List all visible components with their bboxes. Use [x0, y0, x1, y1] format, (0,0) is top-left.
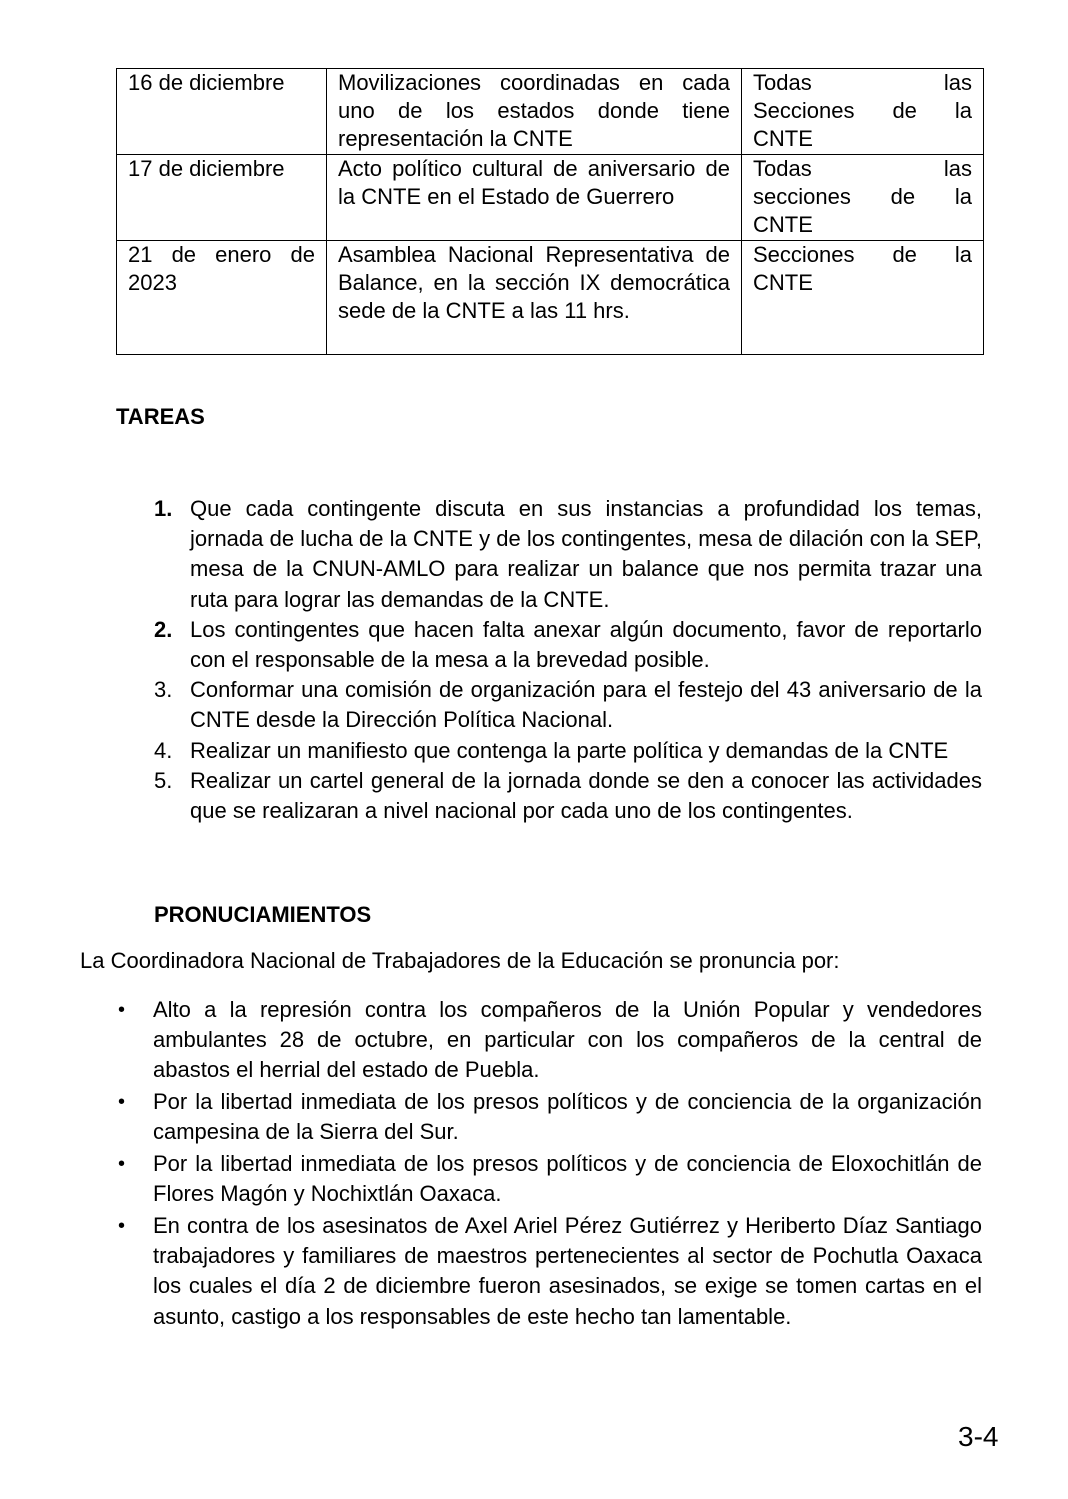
list-item-text: Realizar un manifiesto que contenga la parte política y demandas de la CNTE [190, 737, 949, 763]
participants-cell [742, 69, 984, 155]
tasks-heading: TAREAS [116, 404, 205, 429]
participants-line: CNTE [753, 212, 813, 237]
list-item-text: En contra de los asesinatos de Axel Ariel Pérez Gutiérrez y Heriberto Díaz Santiago trabajadores y familiares de maestros pertenecientes al sector de Pochutla Oaxaca los cuales el día 2 de diciembre fueron asesinados, se exige se tomen cartas en el asunto, castigo a los responsables de este hecho tan lamentable. [153, 1212, 982, 1329]
participants-line: Todas las [753, 70, 972, 95]
schedule-table [116, 68, 984, 355]
bullet-icon: • [118, 999, 126, 1021]
tasks-list [154, 494, 982, 826]
list-item-number: 5. [154, 767, 173, 793]
list-item [154, 494, 982, 615]
list-item-text: Los contingentes que hacen falta anexar algún documento, favor de reportarlo con el responsable de la mesa a la brevedad posible. [190, 616, 982, 673]
date-cell: 17 de diciembre [117, 155, 327, 241]
list-item-text: Por la libertad inmediata de los presos políticos y de conciencia de Eloxochitlán de Flores Magón y Nochixtlán Oaxaca. [153, 1151, 982, 1207]
list-item [154, 766, 982, 826]
bullet-icon: • [118, 1153, 126, 1176]
list-item [116, 1149, 982, 1209]
list-item [154, 615, 982, 675]
participants-line: Secciones de la [753, 98, 972, 123]
list-item [116, 1211, 982, 1332]
list-item-number: 1. [154, 496, 173, 521]
list-item [154, 675, 982, 735]
table-row [117, 241, 984, 355]
activity-cell: Movilizaciones coordinadas en cada uno de los estados donde tiene representación la CNTE [327, 69, 742, 155]
bullet-icon: • [118, 1214, 126, 1237]
bullet-icon: • [118, 1091, 126, 1114]
activity-cell: Acto político cultural de aniversario de la CNTE en el Estado de Guerrero [327, 155, 742, 241]
pronouncements-intro: La Coordinadora Nacional de Trabajadores de la Educación se pronuncia por: [80, 948, 840, 973]
activity-cell: Asamblea Nacional Representativa de Balance, en la sección IX democrática sede de la CNTE a las 11 hrs. [327, 241, 742, 355]
list-item-text: Realizar un cartel general de la jornada donde se den a conocer las actividades que se realizaran a nivel nacional por cada uno de los contingentes. [190, 767, 982, 824]
page-number: 3-4 [958, 1421, 999, 1452]
participants-line: Secciones de la [753, 242, 972, 267]
pronouncements-heading: PRONUCIAMIENTOS [154, 902, 372, 927]
participants-line: secciones de la [753, 184, 972, 209]
list-item-number: 3. [154, 677, 173, 703]
participants-cell [742, 155, 984, 241]
participants-line: Todas las [753, 156, 972, 181]
list-item-text: Que cada contingente discuta en sus instancias a profundidad los temas, jornada de lucha de la CNTE y de los contingentes, mesa de dilación con la SEP, mesa de la CNUN-AMLO para realizar un balance que nos permita trazar una ruta para lograr las demandas de la CNTE. [190, 496, 982, 612]
participants-cell [742, 241, 984, 355]
pronouncements-list [116, 995, 982, 1333]
table-row [117, 69, 984, 155]
table-row [117, 155, 984, 241]
list-item-text: Alto a la represión contra los compañeros de la Unión Popular y vendedores ambulantes 28 de octubre, en particular con los compañeros de la central de abastos el herrial del estado de Puebla. [153, 997, 982, 1083]
list-item-number: 2. [154, 616, 173, 642]
list-item [154, 736, 982, 766]
list-item [116, 995, 982, 1086]
list-item-text: Conformar una comisión de organización para el festejo del 43 aniversario de la CNTE desde la Dirección Política Nacional. [190, 677, 982, 733]
list-item-number: 4. [154, 737, 173, 763]
list-item [116, 1087, 982, 1147]
list-item-text: Por la libertad inmediata de los presos políticos y de conciencia de la organización campesina de la Sierra del Sur. [153, 1089, 982, 1145]
participants-line: CNTE [753, 270, 813, 295]
date-cell: 16 de diciembre [117, 69, 327, 155]
date-cell: 21 de enero de 2023 [117, 241, 327, 355]
participants-line: CNTE [753, 126, 813, 151]
